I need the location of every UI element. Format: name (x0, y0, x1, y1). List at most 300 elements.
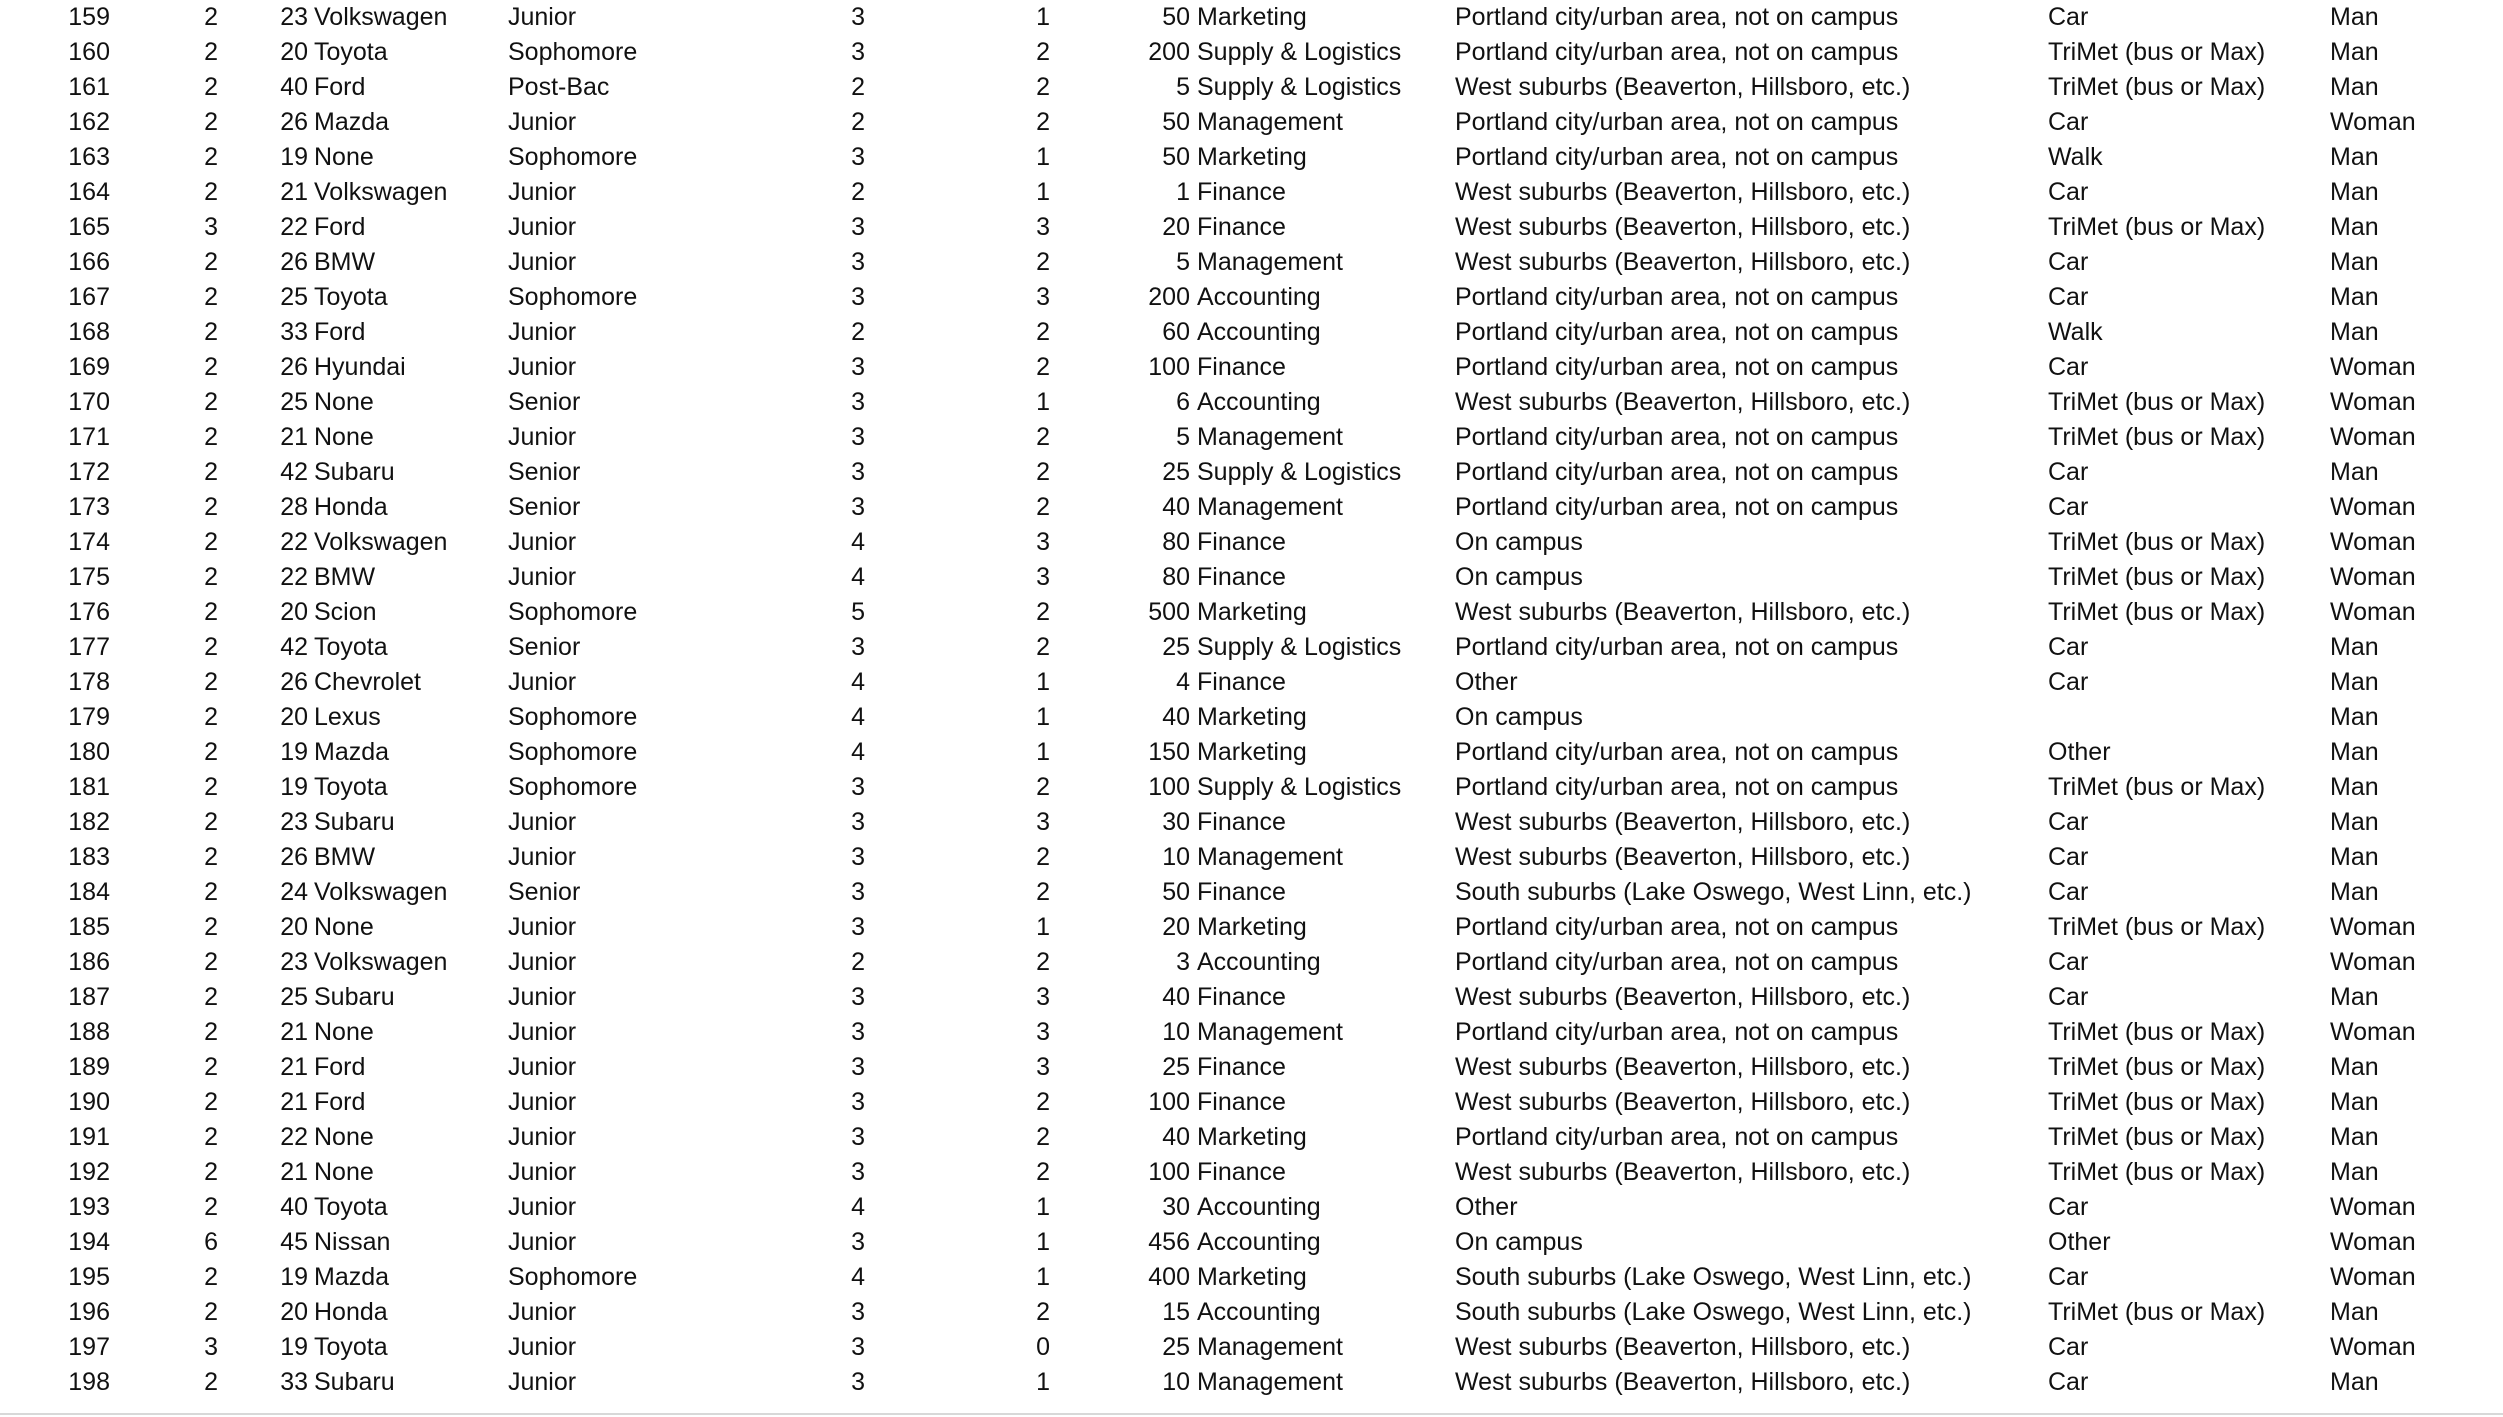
cell-age[interactable]: 40 (280, 1193, 308, 1221)
cell-age[interactable]: 40 (280, 73, 308, 101)
cell-transport[interactable]: Car (2048, 878, 2089, 906)
cell-major[interactable]: Management (1197, 843, 1343, 871)
cell-class-standing[interactable]: Junior (508, 948, 577, 976)
cell-class-standing[interactable]: Junior (508, 1158, 577, 1186)
cell-residence[interactable]: West suburbs (Beaverton, Hillsboro, etc.) (1455, 178, 1911, 206)
cell-major[interactable]: Accounting (1197, 1193, 1321, 1221)
cell-rating[interactable]: 5 (851, 598, 865, 626)
cell-major[interactable]: Finance (1197, 1088, 1286, 1116)
cell-class-standing[interactable]: Sophomore (508, 143, 638, 171)
cell-id[interactable]: 173 (68, 493, 110, 521)
cell-class-standing[interactable]: Junior (508, 1368, 577, 1396)
cell-rating[interactable]: 3 (851, 633, 865, 661)
cell-residence[interactable]: Portland city/urban area, not on campus (1455, 108, 1899, 136)
cell-gender[interactable]: Woman (2330, 598, 2416, 626)
cell-car-make[interactable]: Scion (314, 598, 377, 626)
cell-car-make[interactable]: None (314, 1123, 374, 1151)
cell-gender[interactable]: Woman (2330, 493, 2416, 521)
cell-class-standing[interactable]: Junior (508, 213, 577, 241)
cell-distance[interactable]: 200 (1148, 283, 1190, 311)
cell-residence[interactable]: Portland city/urban area, not on campus (1455, 283, 1899, 311)
cell-car-make[interactable]: BMW (314, 563, 376, 591)
cell-level[interactable]: 3 (1036, 808, 1050, 836)
cell-id[interactable]: 193 (68, 1193, 110, 1221)
cell-distance[interactable]: 100 (1148, 1088, 1190, 1116)
cell-level[interactable]: 1 (1036, 913, 1050, 941)
cell-count[interactable]: 2 (204, 38, 218, 66)
cell-distance[interactable]: 25 (1162, 633, 1190, 661)
cell-distance[interactable]: 100 (1148, 773, 1190, 801)
cell-distance[interactable]: 20 (1162, 913, 1190, 941)
cell-residence[interactable]: Portland city/urban area, not on campus (1455, 458, 1899, 486)
cell-gender[interactable]: Man (2330, 3, 2379, 31)
cell-count[interactable]: 2 (204, 1123, 218, 1151)
cell-transport[interactable]: TriMet (bus or Max) (2048, 563, 2266, 591)
cell-count[interactable]: 2 (204, 458, 218, 486)
cell-rating[interactable]: 4 (851, 1263, 865, 1291)
cell-distance[interactable]: 150 (1148, 738, 1190, 766)
cell-id[interactable]: 165 (68, 213, 110, 241)
cell-rating[interactable]: 3 (851, 388, 865, 416)
cell-count[interactable]: 2 (204, 983, 218, 1011)
cell-id[interactable]: 171 (68, 423, 110, 451)
cell-level[interactable]: 2 (1036, 318, 1050, 346)
cell-age[interactable]: 23 (280, 948, 308, 976)
cell-residence[interactable]: Portland city/urban area, not on campus (1455, 423, 1899, 451)
cell-residence[interactable]: West suburbs (Beaverton, Hillsboro, etc.) (1455, 1158, 1911, 1186)
cell-major[interactable]: Finance (1197, 1158, 1286, 1186)
cell-transport[interactable]: TriMet (bus or Max) (2048, 1298, 2266, 1326)
cell-distance[interactable]: 50 (1162, 878, 1190, 906)
cell-residence[interactable]: Portland city/urban area, not on campus (1455, 948, 1899, 976)
cell-residence[interactable]: West suburbs (Beaverton, Hillsboro, etc.) (1455, 1368, 1911, 1396)
cell-count[interactable]: 2 (204, 493, 218, 521)
cell-class-standing[interactable]: Sophomore (508, 773, 638, 801)
cell-id[interactable]: 172 (68, 458, 110, 486)
cell-major[interactable]: Finance (1197, 808, 1286, 836)
cell-level[interactable]: 3 (1036, 528, 1050, 556)
cell-class-standing[interactable]: Junior (508, 808, 577, 836)
cell-residence[interactable]: West suburbs (Beaverton, Hillsboro, etc.) (1455, 248, 1911, 276)
cell-car-make[interactable]: Mazda (314, 108, 390, 136)
cell-id[interactable]: 179 (68, 703, 110, 731)
cell-class-standing[interactable]: Senior (508, 878, 581, 906)
cell-transport[interactable]: TriMet (bus or Max) (2048, 38, 2266, 66)
cell-distance[interactable]: 200 (1148, 38, 1190, 66)
cell-transport[interactable]: Car (2048, 1368, 2089, 1396)
cell-age[interactable]: 21 (280, 178, 308, 206)
cell-level[interactable]: 1 (1036, 388, 1050, 416)
cell-id[interactable]: 181 (68, 773, 110, 801)
cell-transport[interactable]: Other (2048, 738, 2111, 766)
cell-gender[interactable]: Woman (2330, 948, 2416, 976)
cell-major[interactable]: Accounting (1197, 1298, 1321, 1326)
cell-residence[interactable]: Portland city/urban area, not on campus (1455, 3, 1899, 31)
cell-distance[interactable]: 5 (1176, 248, 1190, 276)
cell-age[interactable]: 33 (280, 1368, 308, 1396)
cell-transport[interactable]: Car (2048, 808, 2089, 836)
cell-rating[interactable]: 2 (851, 178, 865, 206)
cell-gender[interactable]: Man (2330, 73, 2379, 101)
cell-car-make[interactable]: Subaru (314, 808, 395, 836)
cell-age[interactable]: 26 (280, 108, 308, 136)
cell-level[interactable]: 2 (1036, 423, 1050, 451)
cell-transport[interactable]: Car (2048, 458, 2089, 486)
cell-major[interactable]: Marketing (1197, 3, 1307, 31)
cell-id[interactable]: 182 (68, 808, 110, 836)
cell-level[interactable]: 0 (1036, 1333, 1050, 1361)
cell-level[interactable]: 3 (1036, 1018, 1050, 1046)
cell-class-standing[interactable]: Sophomore (508, 1263, 638, 1291)
cell-rating[interactable]: 3 (851, 1228, 865, 1256)
cell-age[interactable]: 33 (280, 318, 308, 346)
cell-count[interactable]: 2 (204, 808, 218, 836)
cell-rating[interactable]: 3 (851, 458, 865, 486)
cell-id[interactable]: 184 (68, 878, 110, 906)
cell-class-standing[interactable]: Junior (508, 1228, 577, 1256)
cell-residence[interactable]: West suburbs (Beaverton, Hillsboro, etc.) (1455, 1088, 1911, 1116)
cell-id[interactable]: 174 (68, 528, 110, 556)
cell-car-make[interactable]: None (314, 388, 374, 416)
cell-class-standing[interactable]: Post-Bac (508, 73, 610, 101)
cell-rating[interactable]: 4 (851, 738, 865, 766)
cell-age[interactable]: 42 (280, 633, 308, 661)
cell-residence[interactable]: West suburbs (Beaverton, Hillsboro, etc.) (1455, 1333, 1911, 1361)
cell-rating[interactable]: 3 (851, 353, 865, 381)
cell-residence[interactable]: South suburbs (Lake Oswego, West Linn, etc.) (1455, 878, 1972, 906)
cell-level[interactable]: 2 (1036, 493, 1050, 521)
cell-level[interactable]: 1 (1036, 178, 1050, 206)
cell-id[interactable]: 197 (68, 1333, 110, 1361)
cell-level[interactable]: 1 (1036, 668, 1050, 696)
cell-count[interactable]: 2 (204, 388, 218, 416)
cell-distance[interactable]: 50 (1162, 143, 1190, 171)
cell-car-make[interactable]: None (314, 143, 374, 171)
cell-level[interactable]: 2 (1036, 73, 1050, 101)
cell-major[interactable]: Finance (1197, 1053, 1286, 1081)
cell-count[interactable]: 2 (204, 318, 218, 346)
cell-class-standing[interactable]: Sophomore (508, 283, 638, 311)
cell-distance[interactable]: 30 (1162, 808, 1190, 836)
cell-gender[interactable]: Man (2330, 213, 2379, 241)
cell-age[interactable]: 22 (280, 213, 308, 241)
cell-count[interactable]: 2 (204, 948, 218, 976)
cell-residence[interactable]: West suburbs (Beaverton, Hillsboro, etc.) (1455, 213, 1911, 241)
cell-gender[interactable]: Man (2330, 38, 2379, 66)
cell-age[interactable]: 21 (280, 1018, 308, 1046)
cell-major[interactable]: Management (1197, 1368, 1343, 1396)
cell-residence[interactable]: South suburbs (Lake Oswego, West Linn, etc.) (1455, 1263, 1972, 1291)
cell-id[interactable]: 188 (68, 1018, 110, 1046)
cell-count[interactable]: 2 (204, 283, 218, 311)
cell-id[interactable]: 187 (68, 983, 110, 1011)
cell-major[interactable]: Marketing (1197, 598, 1307, 626)
cell-distance[interactable]: 50 (1162, 3, 1190, 31)
cell-age[interactable]: 24 (280, 878, 308, 906)
cell-level[interactable]: 3 (1036, 563, 1050, 591)
cell-gender[interactable]: Man (2330, 1123, 2379, 1151)
cell-residence[interactable]: Portland city/urban area, not on campus (1455, 633, 1899, 661)
cell-gender[interactable]: Woman (2330, 1263, 2416, 1291)
cell-residence[interactable]: Portland city/urban area, not on campus (1455, 38, 1899, 66)
cell-rating[interactable]: 3 (851, 1123, 865, 1151)
cell-transport[interactable]: Other (2048, 1228, 2111, 1256)
cell-residence[interactable]: West suburbs (Beaverton, Hillsboro, etc.) (1455, 388, 1911, 416)
cell-major[interactable]: Accounting (1197, 388, 1321, 416)
cell-level[interactable]: 3 (1036, 213, 1050, 241)
cell-count[interactable]: 2 (204, 1088, 218, 1116)
cell-count[interactable]: 2 (204, 1263, 218, 1291)
cell-transport[interactable]: Car (2048, 353, 2089, 381)
cell-count[interactable]: 2 (204, 353, 218, 381)
cell-car-make[interactable]: Subaru (314, 983, 395, 1011)
cell-age[interactable]: 22 (280, 563, 308, 591)
cell-gender[interactable]: Man (2330, 738, 2379, 766)
cell-residence[interactable]: Portland city/urban area, not on campus (1455, 353, 1899, 381)
cell-class-standing[interactable]: Junior (508, 318, 577, 346)
cell-car-make[interactable]: Volkswagen (314, 178, 448, 206)
cell-gender[interactable]: Man (2330, 318, 2379, 346)
cell-major[interactable]: Management (1197, 423, 1343, 451)
cell-count[interactable]: 2 (204, 143, 218, 171)
cell-level[interactable]: 2 (1036, 1123, 1050, 1151)
cell-class-standing[interactable]: Senior (508, 388, 581, 416)
cell-residence[interactable]: Portland city/urban area, not on campus (1455, 913, 1899, 941)
cell-class-standing[interactable]: Sophomore (508, 598, 638, 626)
cell-class-standing[interactable]: Junior (508, 178, 577, 206)
cell-level[interactable]: 1 (1036, 738, 1050, 766)
cell-car-make[interactable]: Toyota (314, 283, 388, 311)
cell-level[interactable]: 2 (1036, 878, 1050, 906)
cell-count[interactable]: 2 (204, 703, 218, 731)
cell-age[interactable]: 25 (280, 983, 308, 1011)
cell-residence[interactable]: Portland city/urban area, not on campus (1455, 493, 1899, 521)
cell-car-make[interactable]: None (314, 423, 374, 451)
cell-rating[interactable]: 3 (851, 1018, 865, 1046)
cell-rating[interactable]: 3 (851, 1053, 865, 1081)
cell-car-make[interactable]: Toyota (314, 633, 388, 661)
cell-gender[interactable]: Man (2330, 1053, 2379, 1081)
cell-age[interactable]: 20 (280, 1298, 308, 1326)
cell-id[interactable]: 163 (68, 143, 110, 171)
cell-car-make[interactable]: None (314, 1018, 374, 1046)
cell-residence[interactable]: On campus (1455, 563, 1583, 591)
cell-transport[interactable]: Car (2048, 283, 2089, 311)
cell-rating[interactable]: 3 (851, 1088, 865, 1116)
cell-gender[interactable]: Man (2330, 808, 2379, 836)
cell-age[interactable]: 19 (280, 773, 308, 801)
cell-count[interactable]: 6 (204, 1228, 218, 1256)
cell-car-make[interactable]: BMW (314, 248, 376, 276)
cell-id[interactable]: 164 (68, 178, 110, 206)
cell-car-make[interactable]: Chevrolet (314, 668, 421, 696)
cell-rating[interactable]: 3 (851, 143, 865, 171)
cell-major[interactable]: Marketing (1197, 703, 1307, 731)
cell-age[interactable]: 19 (280, 1263, 308, 1291)
cell-residence[interactable]: Other (1455, 668, 1518, 696)
cell-age[interactable]: 19 (280, 143, 308, 171)
cell-age[interactable]: 28 (280, 493, 308, 521)
cell-count[interactable]: 2 (204, 1368, 218, 1396)
cell-class-standing[interactable]: Junior (508, 1298, 577, 1326)
cell-gender[interactable]: Man (2330, 458, 2379, 486)
cell-id[interactable]: 185 (68, 913, 110, 941)
cell-residence[interactable]: On campus (1455, 1228, 1583, 1256)
cell-count[interactable]: 2 (204, 1298, 218, 1326)
cell-id[interactable]: 191 (68, 1123, 110, 1151)
cell-car-make[interactable]: Mazda (314, 1263, 390, 1291)
cell-level[interactable]: 1 (1036, 143, 1050, 171)
cell-gender[interactable]: Woman (2330, 913, 2416, 941)
cell-rating[interactable]: 3 (851, 773, 865, 801)
cell-major[interactable]: Marketing (1197, 738, 1307, 766)
cell-gender[interactable]: Man (2330, 703, 2379, 731)
cell-gender[interactable]: Woman (2330, 423, 2416, 451)
cell-rating[interactable]: 3 (851, 493, 865, 521)
cell-age[interactable]: 22 (280, 1123, 308, 1151)
cell-class-standing[interactable]: Junior (508, 108, 577, 136)
cell-id[interactable]: 198 (68, 1368, 110, 1396)
cell-residence[interactable]: West suburbs (Beaverton, Hillsboro, etc.) (1455, 843, 1911, 871)
cell-class-standing[interactable]: Junior (508, 983, 577, 1011)
cell-major[interactable]: Management (1197, 1018, 1343, 1046)
cell-residence[interactable]: On campus (1455, 703, 1583, 731)
cell-count[interactable]: 2 (204, 423, 218, 451)
cell-distance[interactable]: 6 (1176, 388, 1190, 416)
cell-distance[interactable]: 80 (1162, 528, 1190, 556)
cell-distance[interactable]: 15 (1162, 1298, 1190, 1326)
cell-gender[interactable]: Man (2330, 1368, 2379, 1396)
cell-count[interactable]: 2 (204, 843, 218, 871)
cell-age[interactable]: 26 (280, 248, 308, 276)
cell-transport[interactable]: TriMet (bus or Max) (2048, 73, 2266, 101)
cell-age[interactable]: 22 (280, 528, 308, 556)
cell-residence[interactable]: Portland city/urban area, not on campus (1455, 773, 1899, 801)
cell-level[interactable]: 2 (1036, 948, 1050, 976)
cell-class-standing[interactable]: Junior (508, 1053, 577, 1081)
cell-count[interactable]: 2 (204, 108, 218, 136)
cell-residence[interactable]: West suburbs (Beaverton, Hillsboro, etc.) (1455, 808, 1911, 836)
cell-car-make[interactable]: Honda (314, 493, 388, 521)
cell-id[interactable]: 168 (68, 318, 110, 346)
cell-class-standing[interactable]: Senior (508, 633, 581, 661)
cell-transport[interactable]: TriMet (bus or Max) (2048, 1158, 2266, 1186)
cell-distance[interactable]: 20 (1162, 213, 1190, 241)
cell-level[interactable]: 2 (1036, 108, 1050, 136)
cell-count[interactable]: 3 (204, 213, 218, 241)
cell-car-make[interactable]: Mazda (314, 738, 390, 766)
cell-count[interactable]: 2 (204, 1193, 218, 1221)
cell-distance[interactable]: 5 (1176, 73, 1190, 101)
cell-major[interactable]: Marketing (1197, 1263, 1307, 1291)
cell-transport[interactable]: TriMet (bus or Max) (2048, 213, 2266, 241)
cell-gender[interactable]: Man (2330, 1158, 2379, 1186)
cell-transport[interactable]: TriMet (bus or Max) (2048, 423, 2266, 451)
cell-age[interactable]: 25 (280, 388, 308, 416)
cell-gender[interactable]: Man (2330, 1088, 2379, 1116)
cell-car-make[interactable]: Ford (314, 213, 366, 241)
cell-major[interactable]: Accounting (1197, 283, 1321, 311)
cell-rating[interactable]: 3 (851, 213, 865, 241)
cell-residence[interactable]: Portland city/urban area, not on campus (1455, 318, 1899, 346)
cell-level[interactable]: 2 (1036, 458, 1050, 486)
cell-car-make[interactable]: Volkswagen (314, 528, 448, 556)
cell-transport[interactable]: Car (2048, 668, 2089, 696)
cell-car-make[interactable]: Hyundai (314, 353, 406, 381)
cell-gender[interactable]: Woman (2330, 1333, 2416, 1361)
cell-distance[interactable]: 10 (1162, 843, 1190, 871)
cell-level[interactable]: 1 (1036, 3, 1050, 31)
cell-gender[interactable]: Man (2330, 668, 2379, 696)
cell-major[interactable]: Accounting (1197, 948, 1321, 976)
cell-age[interactable]: 23 (280, 808, 308, 836)
cell-gender[interactable]: Man (2330, 773, 2379, 801)
cell-rating[interactable]: 2 (851, 108, 865, 136)
cell-car-make[interactable]: Volkswagen (314, 878, 448, 906)
cell-residence[interactable]: On campus (1455, 528, 1583, 556)
cell-major[interactable]: Management (1197, 248, 1343, 276)
cell-distance[interactable]: 30 (1162, 1193, 1190, 1221)
cell-rating[interactable]: 4 (851, 528, 865, 556)
cell-distance[interactable]: 400 (1148, 1263, 1190, 1291)
cell-age[interactable]: 21 (280, 1088, 308, 1116)
cell-id[interactable]: 175 (68, 563, 110, 591)
cell-major[interactable]: Finance (1197, 213, 1286, 241)
cell-car-make[interactable]: Ford (314, 318, 366, 346)
cell-car-make[interactable]: Toyota (314, 38, 388, 66)
cell-transport[interactable]: TriMet (bus or Max) (2048, 1088, 2266, 1116)
cell-car-make[interactable]: Lexus (314, 703, 381, 731)
cell-gender[interactable]: Man (2330, 878, 2379, 906)
cell-level[interactable]: 2 (1036, 353, 1050, 381)
cell-distance[interactable]: 40 (1162, 983, 1190, 1011)
cell-id[interactable]: 167 (68, 283, 110, 311)
cell-gender[interactable]: Man (2330, 633, 2379, 661)
cell-age[interactable]: 26 (280, 843, 308, 871)
cell-count[interactable]: 2 (204, 178, 218, 206)
cell-age[interactable]: 19 (280, 738, 308, 766)
cell-level[interactable]: 2 (1036, 38, 1050, 66)
cell-rating[interactable]: 4 (851, 563, 865, 591)
cell-transport[interactable]: Walk (2048, 143, 2103, 171)
cell-residence[interactable]: West suburbs (Beaverton, Hillsboro, etc.) (1455, 983, 1911, 1011)
cell-count[interactable]: 2 (204, 913, 218, 941)
cell-id[interactable]: 189 (68, 1053, 110, 1081)
cell-rating[interactable]: 2 (851, 318, 865, 346)
cell-distance[interactable]: 3 (1176, 948, 1190, 976)
cell-id[interactable]: 166 (68, 248, 110, 276)
cell-id[interactable]: 162 (68, 108, 110, 136)
cell-gender[interactable]: Man (2330, 248, 2379, 276)
cell-class-standing[interactable]: Senior (508, 493, 581, 521)
cell-distance[interactable]: 25 (1162, 1053, 1190, 1081)
cell-transport[interactable]: Car (2048, 633, 2089, 661)
cell-transport[interactable]: Car (2048, 493, 2089, 521)
cell-distance[interactable]: 25 (1162, 458, 1190, 486)
cell-major[interactable]: Finance (1197, 563, 1286, 591)
cell-age[interactable]: 45 (280, 1228, 308, 1256)
cell-car-make[interactable]: Volkswagen (314, 948, 448, 976)
cell-car-make[interactable]: Ford (314, 73, 366, 101)
cell-age[interactable]: 20 (280, 703, 308, 731)
cell-rating[interactable]: 3 (851, 248, 865, 276)
cell-distance[interactable]: 5 (1176, 423, 1190, 451)
cell-class-standing[interactable]: Junior (508, 913, 577, 941)
cell-age[interactable]: 42 (280, 458, 308, 486)
cell-transport[interactable]: TriMet (bus or Max) (2048, 773, 2266, 801)
cell-level[interactable]: 1 (1036, 1193, 1050, 1221)
cell-age[interactable]: 20 (280, 913, 308, 941)
